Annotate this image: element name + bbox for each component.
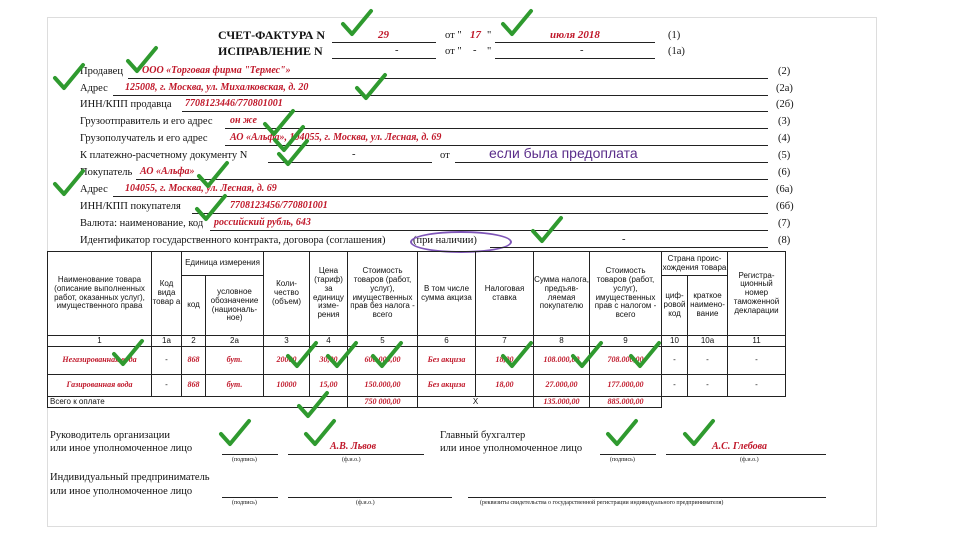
header-customs: Регистра-ционный номер таможенной декларации — [728, 252, 786, 336]
col-number: 4 — [310, 336, 348, 347]
consignee-label: Грузополучатель и его адрес — [80, 133, 208, 144]
cell: - — [728, 347, 786, 375]
total-label: Всего к оплате — [48, 397, 348, 408]
shipper-value: он же — [230, 115, 257, 126]
code-3: (3) — [778, 116, 791, 127]
seller-inn-label: ИНН/КПП продавца — [80, 99, 172, 110]
col-number: 1 — [48, 336, 152, 347]
cell: 10000 — [264, 375, 310, 397]
goods-table — [47, 251, 786, 408]
cell: бут. — [206, 347, 264, 375]
code-2b: (2б) — [776, 99, 794, 110]
col-number: 3 — [264, 336, 310, 347]
col-number: 1а — [152, 336, 182, 347]
header-unit: Единица измерения — [182, 252, 264, 276]
head-sign-caption: (подпись) — [232, 457, 257, 463]
col-number: 10а — [688, 336, 728, 347]
cell: - — [688, 375, 728, 397]
check-mark-icon — [125, 45, 159, 75]
correction-day: - — [473, 45, 477, 56]
chief-label: Главный бухгалтер — [440, 430, 526, 441]
total-tax: 135.000,00 — [534, 397, 590, 408]
cell: 15,00 — [310, 375, 348, 397]
cell: 708.000,00 — [590, 347, 662, 375]
check-mark-icon — [354, 72, 388, 102]
check-mark-icon — [111, 338, 145, 368]
total-excise: X — [418, 397, 534, 408]
correction-title: ИСПРАВЛЕНИЕ N — [218, 44, 323, 58]
header-country-code: циф-ровой код — [662, 276, 688, 336]
cell: 108.000,00 — [534, 347, 590, 375]
cell: - — [688, 347, 728, 375]
correction-number: - — [395, 45, 399, 56]
total-with-tax: 885.000,00 — [590, 397, 662, 408]
check-mark-icon — [370, 340, 404, 370]
check-mark-icon — [682, 418, 716, 448]
check-mark-icon — [628, 340, 662, 370]
check-mark-icon — [218, 418, 252, 448]
cell: 150.000,00 — [348, 375, 418, 397]
cell: 20000 — [264, 347, 310, 375]
chief-label-2: или иное уполномоченное лицо — [440, 443, 583, 454]
shipper-label: Грузоотправитель и его адрес — [80, 116, 213, 127]
correction-date: - — [580, 45, 584, 56]
cell: 868 — [182, 347, 206, 375]
col-number: 10 — [662, 336, 688, 347]
header-name: Наименование товара (описание выполненных работ, оказанных услуг), имущественного права — [48, 252, 152, 336]
check-mark-icon — [340, 8, 374, 38]
check-mark-icon — [325, 340, 359, 370]
buyer-address-label: Адрес — [80, 184, 108, 195]
invoice-date: июля 2018 — [550, 29, 600, 41]
ip-sign-caption: (подпись) — [232, 500, 257, 506]
header-country: Страна проис-хождения товара — [662, 252, 728, 276]
invoice-day: 17 — [470, 29, 481, 41]
code-7: (7) — [778, 218, 791, 229]
header-excise: В том числе сумма акциза — [418, 252, 476, 336]
check-mark-icon — [52, 62, 86, 92]
check-mark-icon — [500, 8, 534, 38]
code-2: (2) — [778, 66, 791, 77]
cell: 600.000,00 — [348, 347, 418, 375]
consignee-value: АО «Альфа», 104055, г. Москва, ул. Лесная, д. 69 — [230, 132, 442, 143]
check-mark-icon — [530, 215, 564, 245]
contract-id-value: - — [622, 234, 626, 245]
header-kind-code: Код вида товар а — [152, 252, 182, 336]
header-cost-no-tax: Стоимость товаров (работ, услуг), имущественных прав без налога - всего — [348, 252, 418, 336]
cell: 868 — [182, 375, 206, 397]
cell: Без акциза — [418, 347, 476, 375]
total-row — [48, 397, 786, 408]
chief-name: А.С. Глебова — [712, 441, 768, 452]
check-mark-icon — [194, 193, 228, 223]
correction-from-label: от " — [445, 46, 462, 57]
check-mark-icon — [276, 138, 310, 168]
check-mark-icon — [303, 418, 337, 448]
seller-value: ООО «Торговая фирма "Термес"» — [142, 65, 291, 76]
col-number: 6 — [418, 336, 476, 347]
invoice-title: СЧЕТ-ФАКТУРА N — [218, 28, 326, 42]
cell: - — [662, 375, 688, 397]
chief-fio-caption: (ф.и.о.) — [740, 457, 759, 463]
col-number: 7 — [476, 336, 534, 347]
header-country-name: краткое наимено-вание — [688, 276, 728, 336]
header-cost-with-tax: Стоимость товаров (работ, услуг), имущественных прав с налогом - всего — [590, 252, 662, 336]
buyer-inn-value: 7708123456/770801001 — [230, 200, 328, 211]
cell: - — [152, 347, 182, 375]
col-number: 5 — [348, 336, 418, 347]
code-8: (8) — [778, 235, 791, 246]
head-label: Руководитель организации — [50, 430, 170, 441]
table-row — [48, 375, 786, 397]
seller-inn-value: 7708123446/770801001 — [185, 98, 283, 109]
currency-label: Валюта: наименование, код — [80, 218, 204, 229]
payment-doc-label: К платежно-расчетному документу N — [80, 150, 248, 161]
chief-sign-caption: (подпись) — [610, 457, 635, 463]
code-6a: (6а) — [776, 184, 793, 195]
table-row — [48, 347, 786, 375]
cell-name: Газированная вода — [48, 375, 152, 397]
header-price: Цена (тариф) за единицу изме-рения — [310, 252, 348, 336]
buyer-label: Покупатель — [80, 167, 133, 178]
cell: 18,00 — [476, 375, 534, 397]
total-cost: 750 000,00 — [348, 397, 418, 408]
buyer-inn-label: ИНН/КПП покупателя — [80, 201, 181, 212]
code-6b: (6б) — [776, 201, 794, 212]
ip-fio-caption: (ф.и.о.) — [356, 500, 375, 506]
cell: Без акциза — [418, 375, 476, 397]
header-tax-rate: Налоговая ставка — [476, 252, 534, 336]
quote-mark: " — [487, 30, 492, 41]
cell: - — [728, 375, 786, 397]
code-5: (5) — [778, 150, 791, 161]
buyer-value: АО «Альфа» — [140, 166, 195, 177]
invoice-number: 29 — [378, 29, 389, 41]
invoice-from-label: от " — [445, 30, 462, 41]
code-1: (1) — [668, 30, 681, 41]
head-name: А.В. Львов — [330, 441, 377, 452]
column-numbers-row — [48, 336, 786, 347]
buyer-address-value: 104055, г. Москва, ул. Лесная, д. 69 — [125, 183, 277, 194]
seller-address-value: 125008, г. Москва, ул. Михалковская, д. 20 — [125, 82, 309, 93]
prepayment-annotation: если была предоплата — [489, 145, 638, 161]
cell-name: Негазированная вода — [48, 347, 152, 375]
header-tax-amount: Сумма налога, предъяв-ляемая покупателю — [534, 252, 590, 336]
header-unit-name: условное обозначение (националь-ное) — [206, 276, 264, 336]
annotation-circle — [410, 231, 512, 253]
currency-value: российский рубль, 643 — [214, 217, 311, 228]
check-mark-icon — [196, 160, 230, 190]
code-6: (6) — [778, 167, 791, 178]
check-mark-icon — [605, 418, 639, 448]
col-number: 2 — [182, 336, 206, 347]
code-4: (4) — [778, 133, 791, 144]
cell: 30,00 — [310, 347, 348, 375]
cell: бут. — [206, 375, 264, 397]
code-2a: (2а) — [776, 83, 793, 94]
cell: 27.000,00 — [534, 375, 590, 397]
cell: - — [152, 375, 182, 397]
check-mark-icon — [500, 340, 534, 370]
quote-mark: " — [487, 46, 492, 57]
head-label-2: или иное уполномоченное лицо — [50, 443, 193, 454]
check-mark-icon — [296, 390, 330, 420]
cell: 18,00 — [476, 347, 534, 375]
code-1a: (1а) — [668, 46, 685, 57]
ip-label-2: или иное уполномоченное лицо — [50, 486, 193, 497]
col-number: 11 — [728, 336, 786, 347]
payment-doc-number: - — [352, 149, 356, 160]
col-number: 8 — [534, 336, 590, 347]
check-mark-icon — [52, 168, 86, 198]
head-fio-caption: (ф.и.о.) — [342, 457, 361, 463]
col-number: 2а — [206, 336, 264, 347]
cell: - — [662, 347, 688, 375]
col-number: 9 — [590, 336, 662, 347]
ip-label: Индивидуальный предприниматель — [50, 472, 210, 483]
contract-id-label: Идентификатор государственного контракта, договора (соглашения) — [80, 235, 386, 246]
check-mark-icon — [285, 340, 319, 370]
payment-doc-from: от — [440, 150, 450, 161]
check-mark-icon — [570, 340, 604, 370]
contract-id-note: (при наличии) — [413, 235, 477, 246]
seller-address-label: Адрес — [80, 83, 108, 94]
ip-rekv-caption: (реквизиты свидетельства о государственной регистрации индивидуального предпринимателя) — [480, 500, 724, 506]
cell: 177.000,00 — [590, 375, 662, 397]
seller-label: Продавец — [80, 66, 123, 77]
header-unit-code: код — [182, 276, 206, 336]
header-quantity: Коли-чество (объем) — [264, 252, 310, 336]
